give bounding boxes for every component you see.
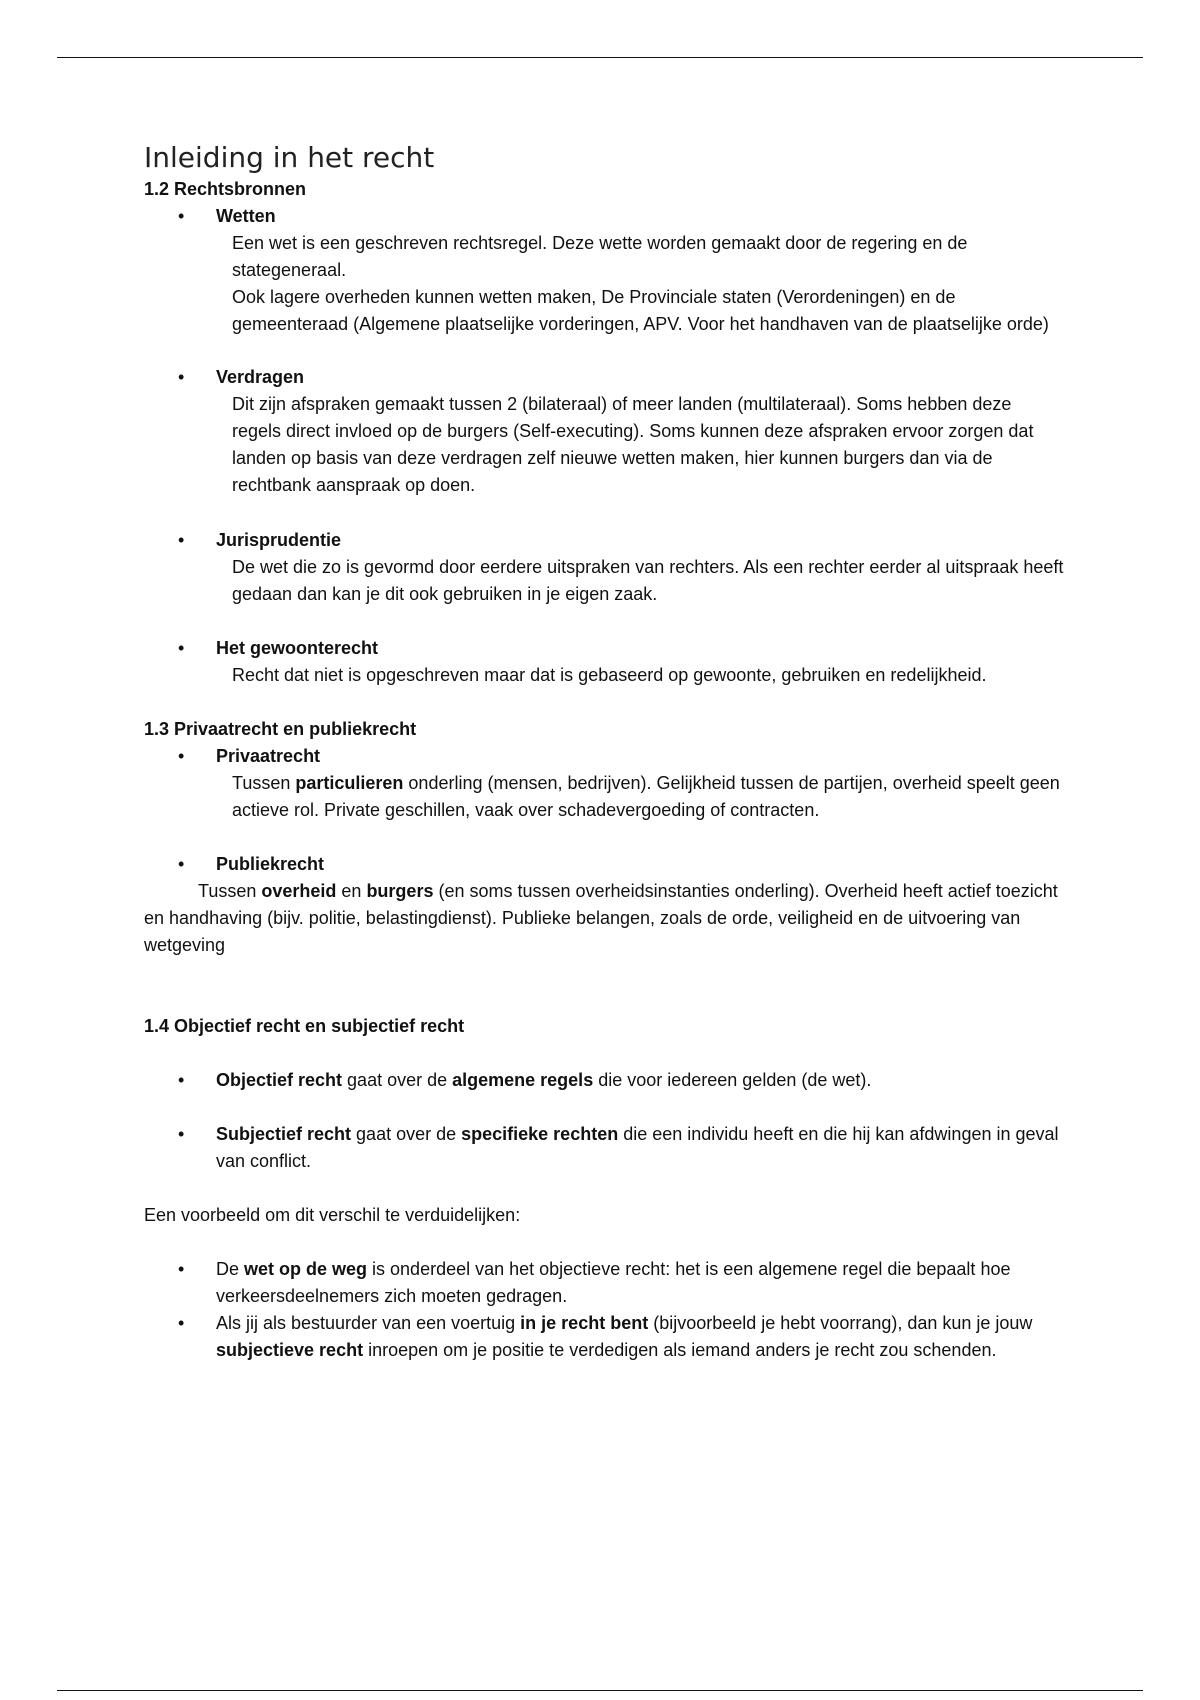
bullet-objectief <box>178 1067 1064 1094</box>
bullet-gewoonterecht <box>178 635 1064 689</box>
example-intro: Een voorbeeld om dit verschil te verduidelijken: <box>144 1205 521 1225</box>
bullet-icon: • <box>178 854 185 874</box>
bullet-icon: • <box>178 1313 185 1333</box>
bullet-icon: • <box>178 1124 185 1144</box>
bullet-verdragen <box>178 364 1064 499</box>
bullet-icon: • <box>178 746 185 766</box>
bullet-title: Privaatrecht <box>216 746 321 766</box>
bullet-icon: • <box>178 206 185 226</box>
paragraph: Dit zijn afspraken gemaakt tussen 2 (bilateraal) of meer landen (multilateraal). Soms hebben deze regels direct invloed op de burgers (Self-executing). Soms kunnen deze afspraken ervoor zorgen dat landen op basis van deze verdragen zelf nieuwe wetten maken, hier kunnen burgers dan via de rechtbank aanspraak op doen. <box>232 394 1034 495</box>
paragraph: Tussen particulieren onderling (mensen, bedrijven). Gelijkheid tussen de partijen, overheid speelt geen actieve rol. Private geschillen, vaak over schadevergoeding of contracten. <box>232 773 1060 820</box>
paragraph: Een wet is een geschreven rechtsregel. Deze wette worden gemaakt door de regering en de stategeneraal. <box>232 233 968 280</box>
bullet-subjectief <box>178 1121 1064 1175</box>
document-title: Inleiding in het recht <box>144 141 435 174</box>
footer-rule <box>57 1690 1143 1691</box>
bullet-title: Publiekrecht <box>216 854 325 874</box>
bullet-text: De wet op de weg is onderdeel van het objectieve recht: het is een algemene regel die bepaalt hoe verkeersdeelnemers zich moeten gedragen. <box>216 1259 1011 1306</box>
bullet-jurisprudentie <box>178 527 1064 608</box>
section-heading-1-4: 1.4 Objectief recht en subjectief recht <box>144 1016 465 1036</box>
bullet-title: Wetten <box>216 206 276 226</box>
bullet-wetten <box>178 203 1064 338</box>
header-rule <box>57 57 1143 58</box>
section-heading-1-2: 1.2 Rechtsbronnen <box>144 179 307 199</box>
section-heading-1-3: 1.3 Privaatrecht en publiekrecht <box>144 719 417 739</box>
paragraph: Ook lagere overheden kunnen wetten maken, De Provinciale staten (Verordeningen) en de gemeenteraad (Algemene plaatselijke vorderingen, APV. Voor het handhaven van de plaatselijke orde) <box>232 287 1049 334</box>
bullet-icon: • <box>178 1070 185 1090</box>
bullet-icon: • <box>178 367 185 387</box>
bullet-icon: • <box>178 530 185 550</box>
bullet-privaatrecht <box>178 743 1064 824</box>
bullet-text: Objectief recht gaat over de algemene regels die voor iedereen gelden (de wet). <box>216 1070 872 1090</box>
bullet-text: Als jij als bestuurder van een voertuig in je recht bent (bijvoorbeeld je hebt voorrang), dan kun je jouw subjectieve recht inroepen om je positie te verdedigen als iemand anders je recht zou schenden. <box>216 1313 1033 1360</box>
paragraph: Recht dat niet is opgeschreven maar dat is gebaseerd op gewoonte, gebruiken en redelijkheid. <box>232 665 987 685</box>
bullet-title: Het gewoonterecht <box>216 638 379 658</box>
bullet-icon: • <box>178 638 185 658</box>
paragraph: Tussen overheid en burgers (en soms tussen overheidsinstanties onderling). Overheid heeft actief toezicht en handhaving (bijv. politie, belastingdienst). Publieke belangen, zoals de orde, veiligheid en de uitvoering van wetgeving <box>144 881 1058 955</box>
bullet-example-1 <box>178 1256 1064 1310</box>
document-body <box>144 140 1064 1364</box>
paragraph: De wet die zo is gevormd door eerdere uitspraken van rechters. Als een rechter eerder al uitspraak heeft gedaan dan kan je dit ook gebruiken in je eigen zaak. <box>232 557 1064 604</box>
bullet-example-2 <box>178 1310 1064 1364</box>
bullet-title: Jurisprudentie <box>216 530 342 550</box>
bullet-title: Verdragen <box>216 367 305 387</box>
bullet-publiekrecht <box>144 851 1064 959</box>
bullet-icon: • <box>178 1259 185 1279</box>
bullet-text: Subjectief recht gaat over de specifieke rechten die een individu heeft en die hij kan afdwingen in geval van conflict. <box>216 1124 1059 1171</box>
